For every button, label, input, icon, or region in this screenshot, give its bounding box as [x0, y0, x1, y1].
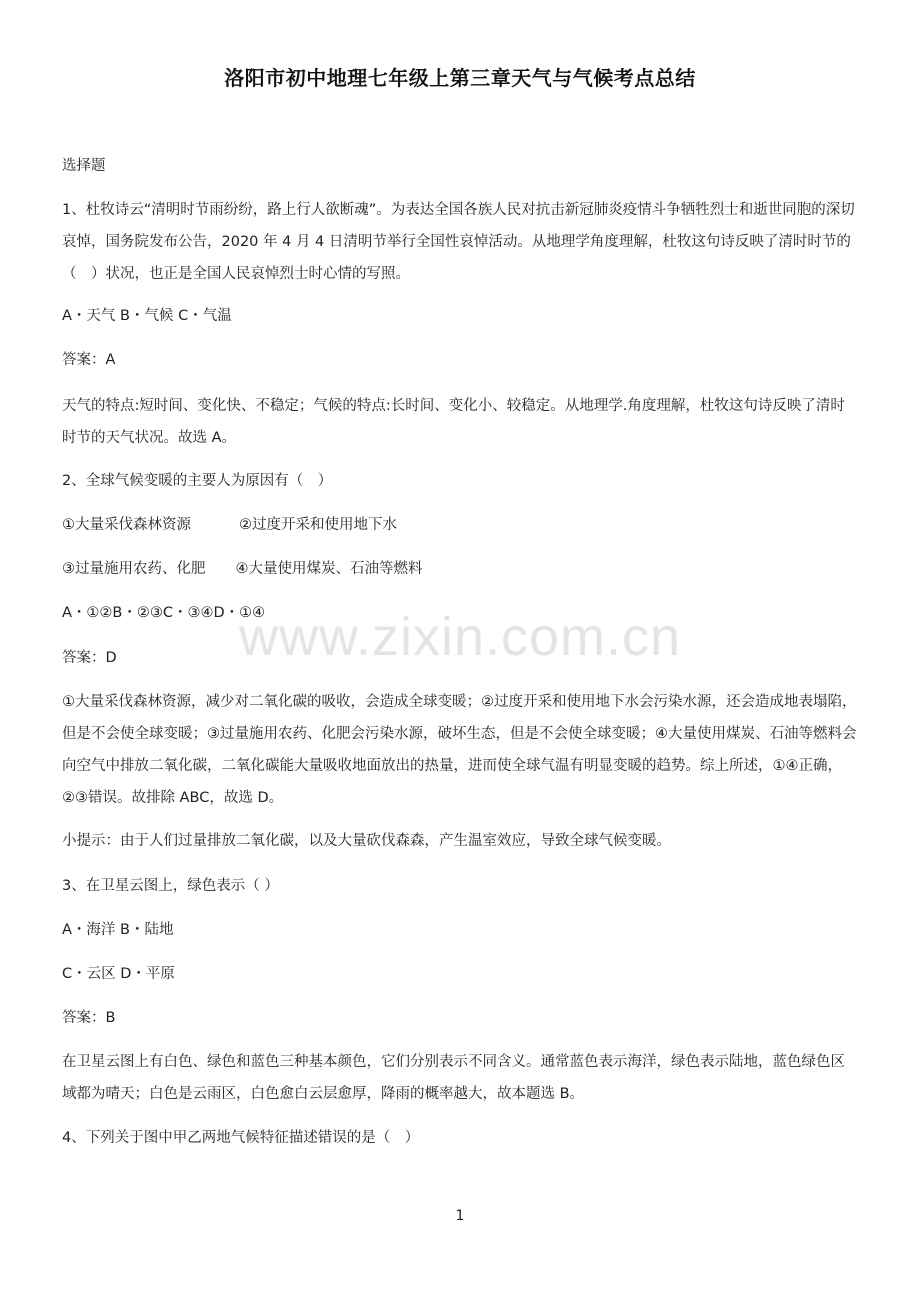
question-2-item-3: ③过量施用农药、化肥 [62, 561, 206, 577]
question-3-options-row-2: C・云区 D・平原 [62, 966, 175, 982]
question-2-item-2: ②过度开采和使用地下水 [239, 517, 397, 533]
question-2-items-row-2 [62, 559, 858, 579]
question-3-answer: 答案：B [62, 1010, 116, 1026]
page-title: 洛阳市初中地理七年级上第三章天气与气候考点总结 [224, 66, 696, 90]
watermark: www.zixin.com.cn [238, 607, 682, 667]
question-2-answer: 答案：D [62, 650, 117, 666]
question-2-stem: 2、全球气候变暖的主要人为原因有（ ） [62, 473, 333, 489]
question-2-tip: 小提示：由于人们过量排放二氧化碳，以及大量砍伐森森，产生温室效应，导致全球气候变暖。 [62, 833, 671, 849]
question-1-stem: 1、杜牧诗云“清明时节雨纷纷，路上行人欲断魂”。为表达全国各族人民对抗击新冠肺炎疫情斗争牺牲烈士和逝世同胞的深切哀悼，国务院发布公告，2020 年 4 月 4 日清明节举行全国性哀悼活动。从地理学角度理解，杜牧这句诗反映了清时时节的（ ）状况，也正是全国人民哀悼烈士时心情的写照。 [62, 202, 855, 282]
question-1-answer: 答案：A [62, 352, 116, 368]
section-heading: 选择题 [62, 158, 106, 174]
question-4-stem: 4、下列关于图中甲乙两地气候特征描述错误的是（ ） [62, 1130, 420, 1146]
question-3-explanation: 在卫星云图上有白色、绿色和蓝色三种基本颜色，它们分别表示不同含义。通常蓝色表示海洋，绿色表示陆地，蓝色绿色区域都为晴天；白色是云雨区，白色愈白云层愈厚，降雨的概率越大，故本题选 B。 [62, 1054, 845, 1102]
question-3-options-row-1: A・海洋 B・陆地 [62, 922, 174, 938]
question-3-stem: 3、在卫星云图上，绿色表示（ ） [62, 878, 279, 894]
question-2-options: A・①②B・②③C・③④D・①④ [62, 605, 266, 621]
question-2-item-4: ④大量使用煤炭、石油等燃料 [235, 561, 423, 577]
question-2-item-1: ①大量采伐森林资源 [62, 517, 191, 533]
page-number: 1 [455, 1208, 465, 1224]
question-2-explanation: ①大量采伐森林资源，减少对二氧化碳的吸收，会造成全球变暖；②过度开采和使用地下水会污染水源，还会造成地表塌陷，但是不会使全球变暖；③过量施用农药、化肥会污染水源，破坏生态，但是不会使全球变暖；④大量使用煤炭、石油等燃料会向空气中排放二氧化碳，二氧化碳能大量吸收地面放出的热量，进而使全球气温有明显变暖的趋势。综上所述，①④正确，②③错误。故排除 ABC，故选 D。 [62, 694, 857, 806]
question-1-explanation: 天气的特点:短时间、变化快、不稳定；气候的特点:长时间、变化小、较稳定。从地理学.角度理解，杜牧这句诗反映了清时时节的天气状况。故选 A。 [62, 398, 845, 446]
question-2-items-row-1 [62, 515, 858, 535]
question-1-options: A・天气 B・气候 C・气温 [62, 308, 232, 324]
